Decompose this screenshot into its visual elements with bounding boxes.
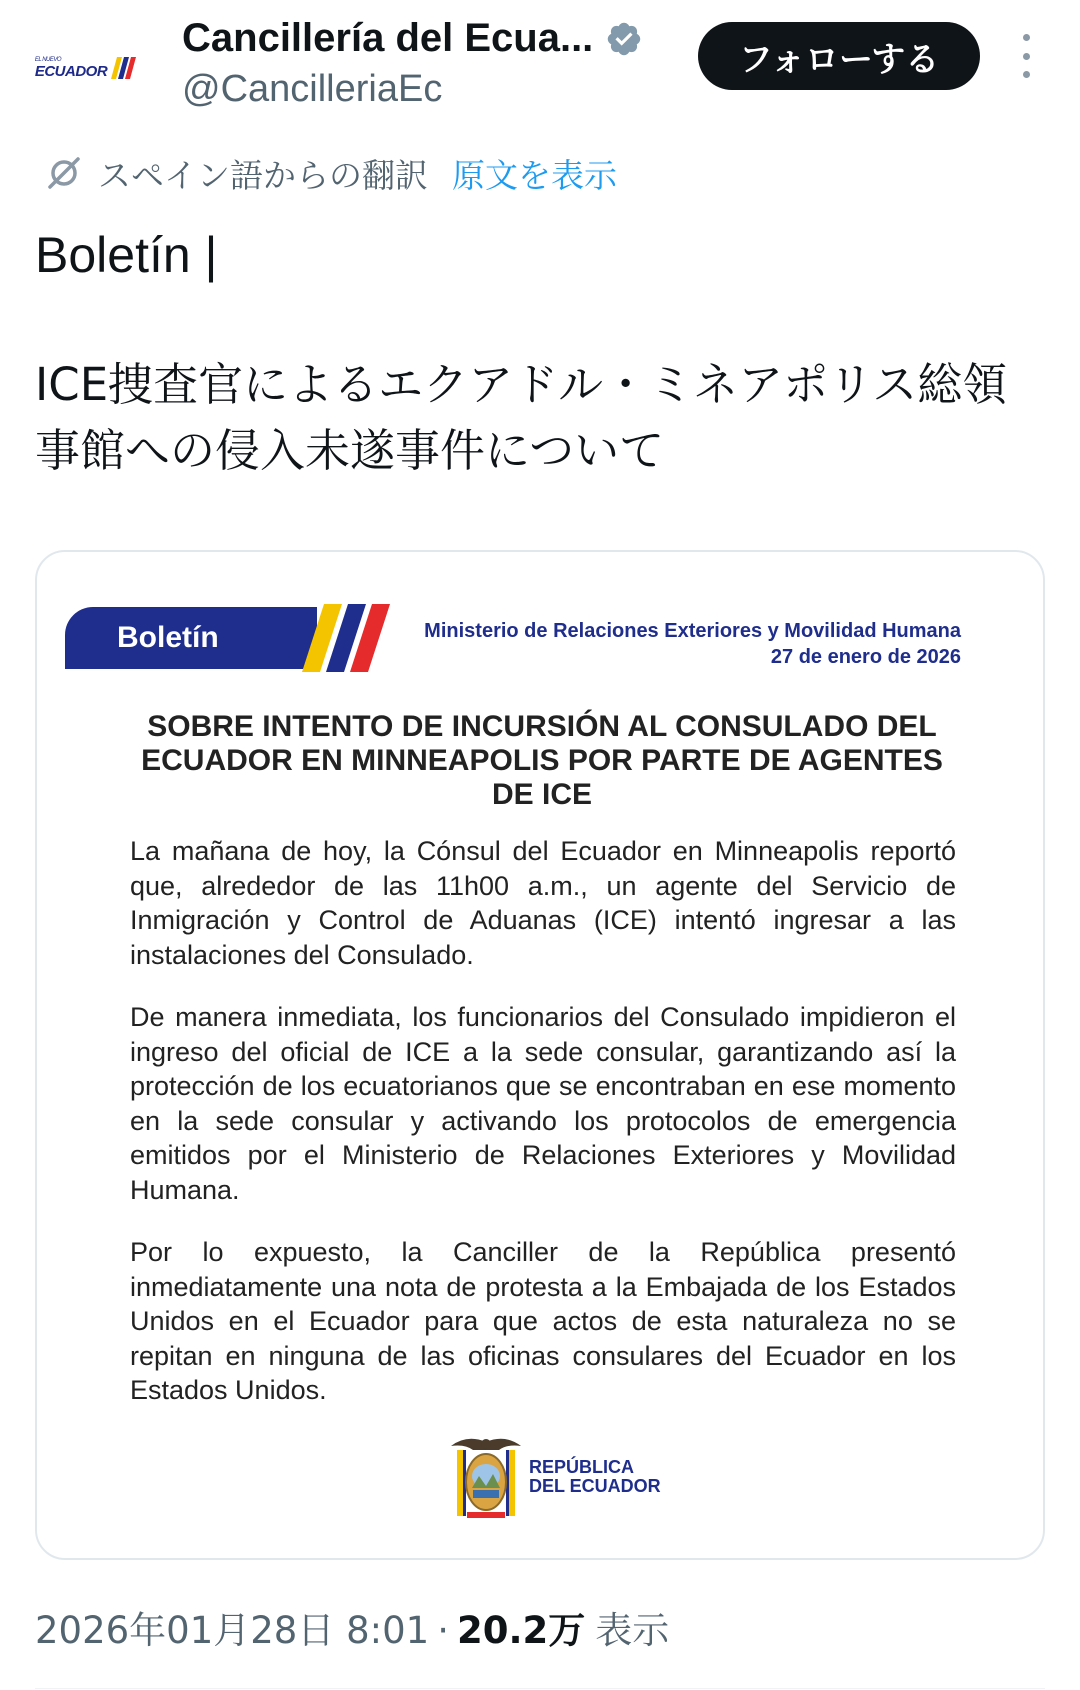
tweet-header — [0, 0, 1080, 130]
follow-button[interactable]: フォローする — [698, 22, 980, 90]
divider — [35, 1688, 1045, 1689]
meta-separator: · — [437, 1609, 449, 1652]
views-count: 20.2万 — [456, 1609, 586, 1652]
tweet-text — [35, 222, 1045, 484]
avatar-logo — [35, 57, 137, 79]
translation-row — [44, 148, 617, 198]
bulletin-body — [130, 834, 956, 1436]
coat-of-arms-icon — [447, 1432, 525, 1522]
flag-stripes-icon — [302, 604, 402, 672]
bulletin-paragraph-2: De manera inmediata, los funcionarios del Consulado impidieron el ingreso del oficial de ICE a la sede consular, garantizando así la protección de los ecuatorianos que se encontraban en ese momento en la sede consular y activando los protocolos de emergencia emitidos por el Ministerio de Relaciones Exteriores y Movilidad Humana. — [130, 1002, 956, 1205]
avatar-logo-text: EL NUEVO ECUADOR — [34, 57, 108, 80]
display-name-text[interactable]: Cancillería del Ecua... — [182, 16, 594, 60]
show-original-link[interactable]: 原文を表示 — [452, 155, 617, 195]
bulletin-banner — [65, 607, 317, 669]
more-vertical-icon[interactable] — [1012, 34, 1040, 78]
republic-label — [529, 1458, 661, 1496]
tweet-meta — [35, 1600, 669, 1654]
flag-stripes-icon — [111, 57, 137, 79]
bulletin-title: SOBRE INTENTO DE INCURSIÓN AL CONSULADO DEL ECUADOR EN MINNEAPOLIS POR PARTE DE AGENTES DE ICE — [141, 710, 943, 811]
handle[interactable]: @CancilleriaEc — [182, 68, 443, 110]
media-image[interactable] — [35, 550, 1045, 1560]
translate-icon — [44, 153, 84, 193]
translation-label: スペイン語からの翻訳 — [98, 155, 428, 195]
ministry-header — [424, 618, 961, 670]
tweet-text-line-1: Boletín | — [35, 227, 218, 283]
bulletin-paragraph-1: La mañana de hoy, la Cónsul del Ecuador en Minneapolis reportó que, alrededor de las 11h00 a.m., un agente del Servicio de Inmigración y Control de Aduanas (ICE) intentó ingresar a las instalaciones del Consulado. — [130, 836, 956, 970]
verified-badge-icon — [605, 20, 643, 58]
republic-label-line-1: REPÚBLICA — [529, 1457, 635, 1477]
avatar[interactable] — [36, 18, 136, 118]
bulletin-paragraph-3: Por lo expuesto, la Canciller de la República presentó inmediatamente una nota de protesta a la Embajada de los Estados Unidos en el Ecuador para que actos de esta naturaleza no se repitan en ninguna de las oficinas consulares del Ecuador en los Estados Unidos. — [130, 1237, 956, 1405]
tweet-text-line-2: ICE捜査官によるエクアドル・ミネアポリス総領事館への侵入未遂事件について — [35, 358, 1008, 477]
timestamp[interactable]: 2026年01月28日 8:01 — [35, 1609, 430, 1652]
display-name[interactable] — [182, 16, 643, 61]
republic-seal — [447, 1432, 661, 1522]
ministry-name: Ministerio de Relaciones Exteriores y Movilidad Humana — [424, 620, 961, 642]
republic-label-line-2: DEL ECUADOR — [529, 1476, 661, 1496]
bulletin-banner-label: Boletín — [117, 621, 219, 654]
views-label: 表示 — [595, 1609, 670, 1652]
bulletin-date: 27 de enero de 2026 — [770, 646, 961, 668]
